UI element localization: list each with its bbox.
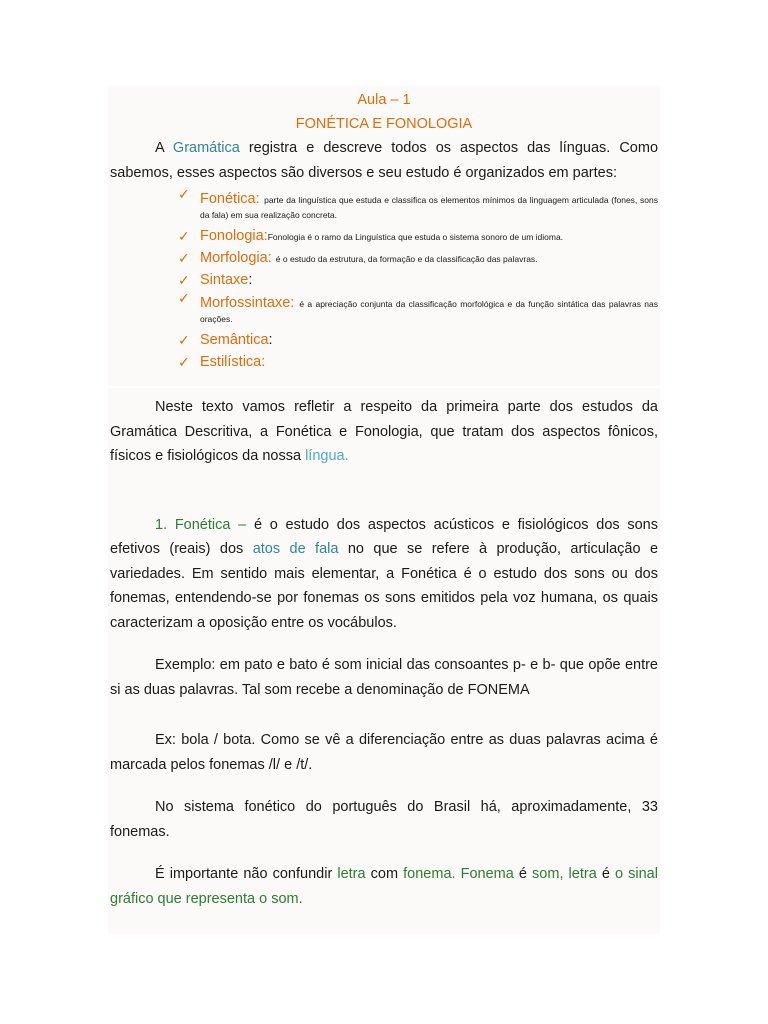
lesson-number: Aula – 1 <box>357 92 411 108</box>
list-item: ✓ Morfossintaxe: é a apreciação conjunta da classificação morfológica e da função sintática das palavras nas orações. <box>178 290 658 324</box>
checkmark-icon: ✓ <box>178 272 190 288</box>
paragraph-sistema: No sistema fonético do português do Brasil há, aproximadamente, 33 fonemas. <box>110 799 658 840</box>
checkmark-icon: ✓ <box>178 290 190 306</box>
paragraph-exemplo: Exemplo: em pato e bato é som inicial das consoantes p- e b- que opõe entre si as duas palavras. Tal som recebe a denominação de FONEMA <box>110 657 658 698</box>
list-item: ✓ Fonologia:Fonologia é o ramo da Linguística que estuda o sistema sonoro de um idioma. <box>178 225 658 247</box>
checkmark-icon: ✓ <box>178 354 190 370</box>
checkmark-icon: ✓ <box>178 332 190 348</box>
document-content <box>110 88 658 911</box>
paragraph-fonetica: 1. Fonética – é o estudo dos aspectos acústicos e fisiológicos dos sons efetivos (reais) dos atos de fala no que se refere à produção, articulação e variedades. Em sentido mais elementar, a Fonética é o estudo dos sons ou dos fonemas, entendendo-se por fonemas os sons emitidos pela voz humana, os quais caracterizam a oposição entre os vocábulos. <box>110 516 659 631</box>
list-item: ✓ Semântica: <box>178 329 658 351</box>
gramatica-term: Gramática <box>172 140 240 156</box>
paragraph-ex: Ex: bola / bota. Como se vê a diferenciação entre as duas palavras acima é marcada pelos fonemas /l/ e /t/. <box>110 732 659 773</box>
intro-paragraph: A Gramática registra e descreve todos os aspectos das línguas. Como sabemos, esses aspectos são diversos e seu estudo é organizados em partes: <box>110 140 659 181</box>
paragraph-letra-fonema: É importante não confundir letra com fonema. Fonema é som, letra é o sinal gráfico que representa o som. <box>110 866 658 907</box>
checkmark-icon: ✓ <box>178 250 190 266</box>
list-item: ✓ Fonética: parte da linguística que estuda e classifica os elementos mínimos da linguagem articulada (fones, sons da fala) em sua realização concreta. <box>178 186 659 220</box>
checkmark-icon: ✓ <box>178 186 190 202</box>
list-item: ✓ Estilística: <box>178 351 658 373</box>
paragraph-intro-text: Neste texto vamos refletir a respeito da primeira parte dos estudos da Gramática Descritiva, a Fonética e Fonologia, que tratam dos aspectos fônicos, físicos e fisiológicos da nossa língua. <box>110 399 659 464</box>
section-heading: 1. Fonética – <box>155 516 247 533</box>
list-item: ✓ Sintaxe: <box>178 269 658 291</box>
page-title: FONÉTICA E FONOLOGIA <box>295 116 473 132</box>
list-item: ✓ Morfologia: é o estudo da estrutura, da formação e da classificação das palavras. <box>178 247 658 269</box>
checkmark-icon: ✓ <box>178 228 190 244</box>
topics-list <box>110 187 658 373</box>
